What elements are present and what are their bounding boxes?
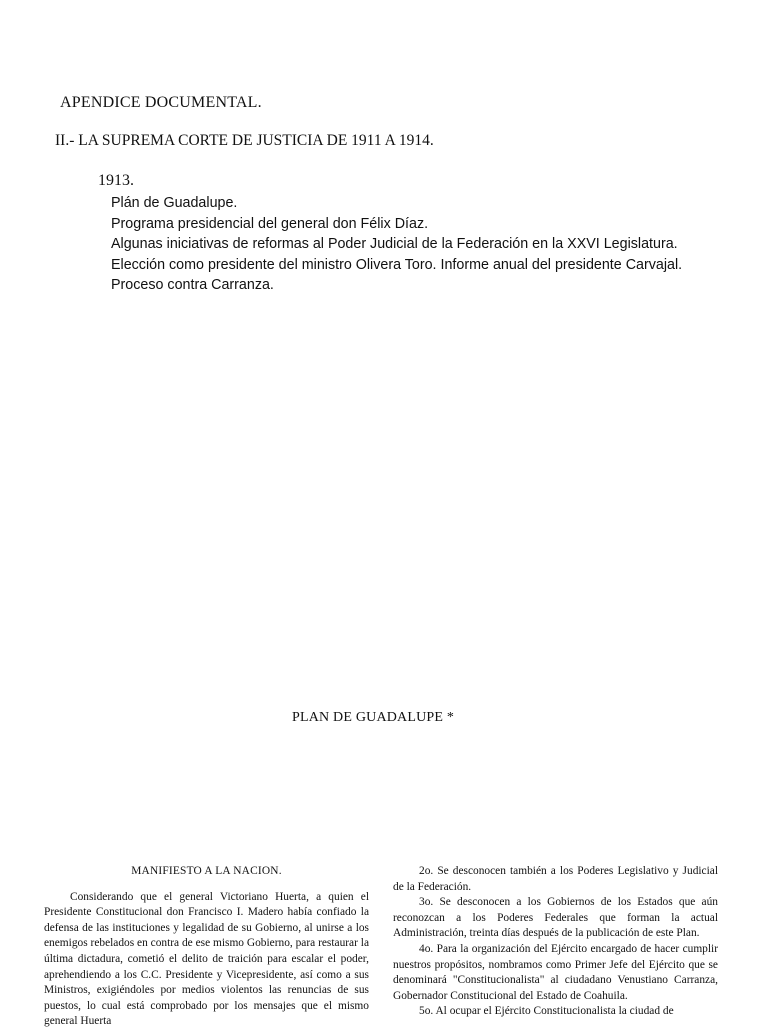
left-text-column <box>44 864 369 1030</box>
article-5: 5o. Al ocupar el Ejército Constitucionalista la ciudad de <box>419 1005 674 1018</box>
contents-item: Algunas iniciativas de reformas al Poder Judicial de la Federación en la XXVI Legislatura. <box>111 236 678 252</box>
right-text-column <box>393 864 718 1020</box>
article-2: 2o. Se desconocen también a los Poderes Legislativo y Judicial de la Federación. <box>393 865 718 893</box>
article-4: 4o. Para la organización del Ejército encargado de hacer cumplir nuestros propósitos, nombramos como Primer Jefe del Ejército que se denominará "Constitucionalista" al ciudadano Venustiano Carranza, Gobernador Constitucional del Estado de Coahuila. <box>393 942 718 1002</box>
plan-title: PLAN DE GUADALUPE * <box>292 710 455 725</box>
appendix-title: APENDICE DOCUMENTAL. <box>60 94 262 111</box>
section-title: II.- LA SUPREMA CORTE DE JUSTICIA DE 1911 A 1914. <box>55 132 434 149</box>
contents-item: Programa presidencial del general don Félix Díaz. <box>111 215 429 232</box>
contents-item: Plán de Guadalupe. <box>111 195 238 211</box>
article-3: 3o. Se desconocen a los Gobiernos de los Estados que aún reconozcan a los Poderes Federales que forman la actual Administración, treinta días después de la publicación de este Plan. <box>393 896 718 940</box>
contents-item: Proceso contra Carranza. <box>111 277 274 293</box>
contents-list <box>111 193 682 296</box>
year-heading: 1913. <box>98 172 134 189</box>
manifesto-heading: MANIFIESTO A LA NACION. <box>131 865 282 877</box>
manifesto-paragraph: Considerando que el general Victoriano Huerta, a quien el Presidente Constitucional don Francisco I. Madero había confiado la defensa de las instituciones y legalidad de su Gobierno, al unirse a los enemigos rebelados en contra de ese mismo Gobierno, para restaurar la última dictadura, cometió el delito de traición para escalar el poder, aprehendiendo a los C.C. Presidente y Vicepresidente, así como a sus Ministros, exigiéndoles por medios violentos las renuncias de sus puestos, lo cual está comprobado por los mensajes que el mismo general Huerta <box>44 890 369 1028</box>
contents-item: Elección como presidente del ministro Olivera Toro. Informe anual del presidente Carvajal. <box>111 256 683 273</box>
